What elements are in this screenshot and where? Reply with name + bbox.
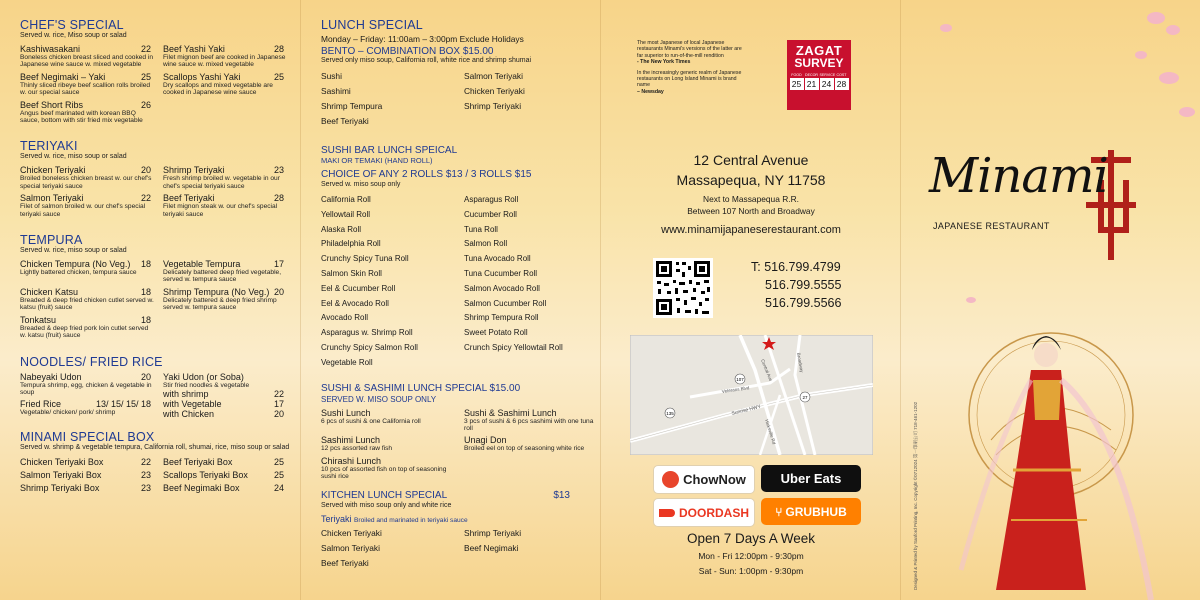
noodles-left [20,372,155,422]
menu-item: Nabeyaki Udon 20 Tempura shrimp, egg, chicken & vegetable in soup [20,371,152,396]
map-shield-27 [800,392,810,402]
phone-3[interactable]: 516.799.5566 [765,296,842,310]
zagat-title: ZAGAT [795,43,843,58]
list-item: Salmon Teriyaki [321,542,380,553]
list-item: Tuna Roll [464,224,498,234]
noodles-grid [20,372,290,422]
list-item: Salmon Skin Roll [321,268,382,278]
kitchen-teriyaki-line [321,514,592,526]
choice-sub: Served w. miso soup only [321,181,401,188]
ubereats-button[interactable]: Uber Eats [761,465,861,492]
kitchen-price: $13 [553,489,570,501]
list-item: Vegetable Roll [321,357,373,367]
list-item: Crunchy Spicy Salmon Roll [321,342,418,352]
review-quotes [637,40,747,95]
grubhub-button[interactable]: ⑂ GRUBHUB [761,498,861,525]
phone-block [751,258,841,312]
phone-2[interactable]: 516.799.5555 [765,278,842,292]
list-item: Salmon Teriyaki [464,71,523,81]
near-line-2: Between 107 North and Broadway [687,206,815,216]
list-item: Shrimp Teriyaki [464,527,522,538]
review-source: - The New York Times [637,59,691,66]
list-item: Tuna Avocado Roll [464,254,531,264]
list-item: Crunchy Spicy Tuna Roll [321,254,409,264]
list-item: Alaska Roll [321,224,362,234]
list-item: Salmon Cucumber Roll [464,298,547,308]
teriyaki-title: TERIYAKI [20,139,78,154]
chefs-special-title: CHEF'S SPECIAL [20,18,124,32]
brand-logo: Minami [929,148,1108,204]
list-item: Salmon Roll [464,239,508,249]
svg-text:135: 135 [666,411,674,416]
hours-weekday: Mon - Fri 12:00pm - 9:30pm [698,551,804,561]
map-label-veterans: Veterans Blvd [721,385,750,394]
list-item: Yellowtail Roll [321,209,371,219]
kitchen-teriyaki-desc: Broiled and marinated in teriyaki sauce [354,516,468,524]
website-link[interactable]: www.minamijapaneserestaurant.com [661,224,841,236]
list-item: Eel & Avocado Roll [321,298,389,308]
menu-item: Kashiwasakani 22 Boneless chicken breast sliced and cooked in Japanese wine sauce w. mixed vegetable [20,44,154,69]
bento-title: BENTO – COMBINATION BOX $15.00 [321,46,494,57]
rolls-list [321,193,592,371]
list-item: Beef Teriyaki [321,116,369,126]
menu-item: Shrimp Tempura (No Veg.) 20 Delicately battered & deep fried shrimp served w. tempura sauce [163,286,284,312]
ss-title: SUSHI & SASHIMI LUNCH SPECIAL $15.00 [321,382,521,394]
tempura-sub: Served w. rice, miso soup or salad [20,247,127,255]
kitchen-sub: Served with miso soup only and white rice [321,501,452,509]
box-item: Beef Negimaki Box 24 [163,482,284,493]
choice-title: CHOICE OF ANY 2 ROLLS $13 / 3 ROLLS $15 [321,169,532,180]
kitchen-title: KITCHEN LUNCH SPECIAL [321,489,448,501]
menu-item: Shrimp Teriyaki 23 Fresh shrimp broiled w. vegetable in our chef's special teriyaki sauce [163,165,284,190]
lunch-title: LUNCH SPECIAL [321,18,423,32]
kitchen-header [321,490,592,502]
list-item: Salmon Avocado Roll [464,283,540,293]
info-panel [600,0,900,600]
menu-item: Sushi Lunch 6 pcs of sushi & one California roll [321,407,421,425]
ss-items [321,408,592,484]
menu-item: Sashimi Lunch 12 pcs assorted raw fish [321,435,393,453]
menu-item: Beef Teriyaki 28 Filet mignon steak w. our chef's special teriyaki sauce [163,193,284,218]
cover-artwork [901,0,1200,600]
qr-code-icon[interactable] [653,258,713,318]
menu-item: Salmon Teriyaki 22 Filet of salmon broiled w. our chef's special teriyaki sauce [20,193,151,218]
list-item: California Roll [321,195,371,204]
menu-item: Beef Yashi Yaki 28 Filet mignon beef are cooked in Japanese wine sauce w. mixed vegetable [163,44,286,69]
sushi-bar-title: SUSHI BAR LUNCH SPEICAL [321,145,458,156]
list-item: Tuna Cucumber Roll [464,268,538,278]
list-item [464,356,594,371]
list-item: Sashimi [321,86,351,96]
list-item: Beef Teriyaki [321,557,369,568]
review-source: – Newsday [637,88,664,95]
tempura-title: TEMPURA [20,233,83,248]
box-grid [20,456,290,495]
list-item: Shrimp Tempura Roll [464,313,539,323]
doordash-icon [659,509,675,517]
hours-weekend: Sat - Sun: 1:00pm - 9:30pm [698,566,804,576]
menu-item [464,456,594,481]
city-line: Massapequa, NY 11758 [676,172,826,188]
lunch-panel [300,0,600,600]
list-item: Shrimp Tempura [321,101,383,111]
list-item: Asparagus Roll [464,195,519,204]
map-shield-107 [735,374,745,384]
location-map[interactable] [630,335,873,455]
menu-item: Sushi & Sashimi Lunch 3 pcs of sushi & 6 pcs sashimi with one tuna roll [464,407,594,432]
box-item: Salmon Teriyaki Box 23 [20,469,151,480]
box-title: MINAMI SPECIAL BOX [20,429,155,444]
open-days: Open 7 Days A Week [686,531,816,546]
map-label-sunrise: Sunrise HWY [731,403,762,417]
review-text: In the increasingly generic realm of Japanese restaurants on Long Island Minami is brand name [637,69,742,89]
kitchen-items [321,526,592,571]
kitchen-teriyaki-label: Teriyaki [321,513,352,524]
menu-item: Tonkatsu 18 Breaded & deep fried pork loin cutlet served w. katsu (fruit) sauce [20,314,151,340]
hours-block [601,530,901,578]
menu-item: Unagi Don Broiled eel on top of seasoning white rice [464,435,585,453]
address-line: 12 Central Avenue [693,152,809,168]
brand-subtitle: JAPANESE RESTAURANT [933,221,1050,231]
list-item: Sushi [321,71,342,81]
cover-panel [900,0,1200,600]
zagat-labels: FOOD DECOR SERVICE COST [791,73,847,77]
box-item: Chicken Teriyaki Box 22 [20,456,151,467]
menu-item: Beef Short Ribs 26 Angus beef marinated with korean BBQ sauce, bottom with stir fried mix vegetable [20,99,151,125]
left-menu-panel [0,0,300,600]
chownow-icon [662,471,679,488]
list-item: Sweet Potato Roll [464,328,528,338]
svg-text:27: 27 [802,395,808,400]
list-item: Asparagus w. Shrimp Roll [321,328,413,338]
near-line-1: Next to Massapequa R.R. [703,194,799,204]
menu-item: Chirashi Lunch 10 pcs of assorted fish on top of seasoning sushi rice [321,455,447,481]
chefs-special-grid [20,44,290,127]
map-shield-135 [665,408,675,418]
menu-item: Scallops Yashi Yaki 25 Dry scallops and mixed vegetable are cooked in Japanese wine sauce [163,71,284,97]
box-item: Shrimp Teriyaki Box 23 [20,482,151,493]
doordash-button[interactable]: DOORDASH [653,498,755,527]
menu-item: Chicken Katsu 18 Breaded & deep fried chicken cutlet served w. katsu (fruit) sauce [20,286,154,312]
print-credit: Designed & Printed by Sanford Printing, Inc. Copyright ©0712024 第一印刷公司 718-461-1202 [913,401,918,590]
box-item: Scallops Teriyaki Box 25 [163,469,284,480]
zagat-scores: 25 21 24 28 [787,78,851,90]
menu-item: Chicken Tempura (No Veg.) 18 Lightly battered chicken, tempura sauce [20,259,151,277]
map-label-broadway: Broadway [796,352,805,373]
list-item: Beef Negimaki [464,542,519,553]
menu-item: Fried Rice 13/ 15/ 15/ 18 Vegetable/ chicken/ pork/ shrimp [20,399,151,417]
list-item: Chicken Teriyaki [464,86,525,96]
menu-item: Yaki Udon (or Soba) Stir fried noodles & vegetable with shrimp 22 with Vegetable 17 with Chicken 20 [163,371,284,419]
zagat-subtitle: SURVEY [794,56,844,70]
ss-sub: SERVED W. MISO SOUP ONLY [321,394,437,404]
tempura-grid [20,259,290,342]
list-item: Eel & Cucumber Roll [321,283,396,293]
review-text: The most Japanese of local Japanese restaurants Minami's versions of the latter are far superior to run-of-the-mill rendition [637,40,742,59]
list-item: Crunch Spicy Yellowtail Roll [464,342,563,352]
list-item: Avocado Roll [321,313,368,323]
lunch-hours: Monday – Friday: 11:00am – 3:00pm Exclude Holidays [321,34,524,44]
list-item [464,556,594,571]
zagat-badge [787,40,851,110]
teriyaki-sub: Served w. rice, miso soup or salad [20,153,127,161]
bento-sub: Served only miso soup, California roll, white rice and shrimp shumai [321,57,532,64]
box-sub: Served w. shrimp & vegetable tempura, California roll, shumai, rice, miso soup or salad [20,443,290,451]
list-item: Shrimp Teriyaki [464,101,522,111]
phone-1[interactable]: T: 516.799.4799 [751,260,841,274]
teriyaki-grid [20,165,290,221]
list-item: Philadelphia Roll [321,239,381,249]
list-item: Chicken Teriyaki [321,527,382,538]
svg-text:107: 107 [736,377,744,382]
box-item: Beef Teriyaki Box 25 [163,456,284,467]
chownow-button[interactable]: ChowNow [653,465,755,494]
menu-item: Chicken Teriyaki 20 Broiled boneless chicken breast w. our chef's special teriyaki sauce [20,165,152,190]
noodles-title: NOODLES/ FRIED RICE [20,354,163,369]
map-label-hicksville: Hicksville Rd [764,418,777,445]
bento-items [321,69,592,129]
sushi-bar-sub: MAKI OR TEMAKI (HAND ROLL) [321,156,433,165]
address-block [601,150,901,237]
grubhub-icon: ⑂ [775,504,783,519]
map-label-central: Central Ave [760,358,774,382]
menu-item: Vegetable Tempura 17 Delicately battered deep fried vegetable, served w. tempura sauce [163,259,284,284]
chefs-special-sub: Served w. rice, Miso soup or salad [20,32,127,39]
menu-item: Beef Negimaki – Yaki 25 Thinly sliced ribeye beef scallion rolls broiled w. our special sauce [20,71,151,97]
list-item: Cucumber Roll [464,209,517,219]
